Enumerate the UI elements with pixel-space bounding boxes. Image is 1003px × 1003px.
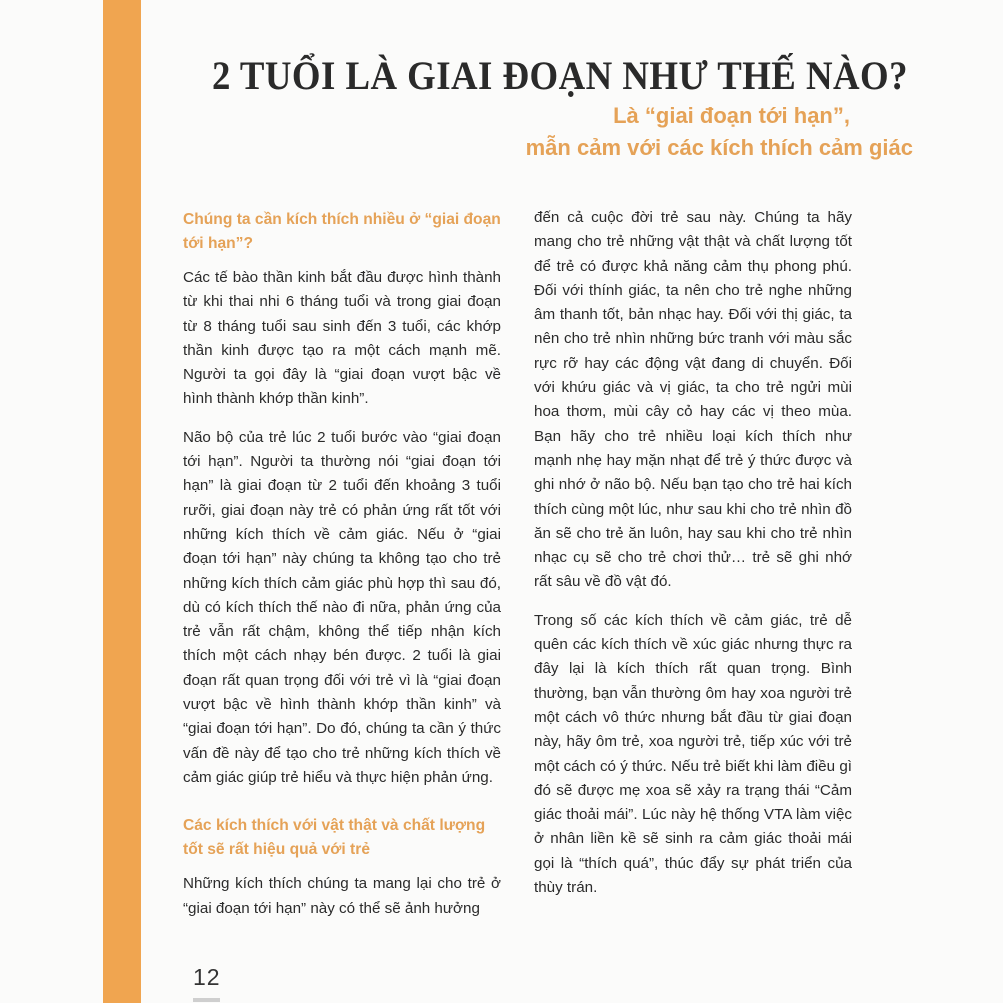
left-column (183, 208, 501, 935)
paragraph-neurons: Các tế bào thần kinh bắt đầu được hình thành từ khi thai nhi 6 tháng tuổi và trong giai đoạn từ 8 tháng tuổi sau sinh đến 3 tuổi, các khớp thần kinh được tạo ra một cách mạnh mẽ. Người ta gọi đây là “giai đoạn vượt bậc về hình thành khớp thần kinh”. (183, 269, 501, 408)
section-heading-critical-period: Chúng ta cần kích thích nhiều ở “giai đoạn tới hạn”? (183, 211, 501, 252)
right-column (534, 206, 852, 914)
paragraph-stimuli-continued: đến cả cuộc đời trẻ sau này. Chúng ta hãy mang cho trẻ những vật thật và chất lượng tốt để trẻ có được khả năng cảm thụ phong phú. Đối với thính giác, ta nên cho trẻ nghe những âm thanh tốt, bản nhạc hay. Đối với thị giác, ta nên cho trẻ nhìn những bức tranh với màu sắc rực rỡ hay các động vật đang di chuyển. Đối với khứu giác và vị giác, ta cho trẻ ngửi mùi hoa thơm, mùi cây cỏ hay các vị theo mùa. Bạn hãy cho trẻ nhiều loại kích thích như mạnh nhẹ hay mặn nhạt để trẻ ý thức được và ghi nhớ ở não bộ. Nếu bạn tạo cho trẻ hai kích thích cùng một lúc, như sau khi cho trẻ nhìn đồ ăn sẽ cho trẻ ăn luôn, hay sau khi cho trẻ nhìn nhạc cụ sẽ cho trẻ chơi thử… trẻ sẽ ghi nhớ rất sâu về đồ vật đó. (534, 209, 852, 591)
page-title: 2 TUỔI LÀ GIAI ĐOẠN NHƯ THẾ NÀO? (212, 53, 908, 98)
page-subtitle (200, 100, 920, 164)
page-number-underline (193, 998, 220, 1002)
paragraph-touch: Trong số các kích thích về cảm giác, trẻ dễ quên các kích thích về xúc giác nhưng thực ra đây lại là kích thích rất quan trọng. Bình thường, bạn vẫn thường ôm hay xoa người trẻ một cách vô thức nhưng bắt đầu từ giai đoạn này, hãy ôm trẻ, xoa người trẻ, tiếp xúc với trẻ một cách có ý thức. Nếu trẻ biết khi làm điều gì đó sẽ được mẹ xoa sẽ xảy ra trạng thái “Cảm giác thoải mái”. Lúc này hệ thống VTA làm việc ở nhân liền kề sẽ sinh ra cảm giác thoải mái gọi là “thích quá”, thúc đẩy sự phát triển của thùy trán. (534, 611, 852, 897)
page-number: 12 (193, 964, 221, 990)
orange-side-bar (103, 0, 141, 1003)
paragraph-stimuli-start: Những kích thích chúng ta mang lại cho trẻ ở “giai đoạn tới hạn” này có thể sẽ ảnh hưởng (183, 875, 501, 917)
paragraph-critical-period: Não bộ của trẻ lúc 2 tuổi bước vào “giai đoạn tới hạn”. Người ta thường nói “giai đoạn tới hạn” là giai đoạn từ 2 tuổi đến khoảng 3 tuổi rưỡi, giai đoạn này trẻ có phản ứng rất tốt với những kích thích về cảm giác. Nếu ở “giai đoạn tới hạn” này chúng ta không tạo cho trẻ những kích thích cảm giác phù hợp thì sau đó, dù có kích thích thế nào đi nữa, phản ứng của trẻ vẫn rất chậm, không thể tiếp nhận kích thích một cách nhạy bén được. 2 tuổi là giai đoạn rất quan trọng đối với trẻ vì là “giai đoạn vượt bậc về hình thành khớp thần kinh” và “giai đoạn tới hạn”. Do đó, chúng ta cần ý thức vấn đề này để tạo cho trẻ những kích thích về cảm giác giúp trẻ hiểu và thực hiện phản ứng. (183, 428, 501, 786)
subtitle-line-2: mẫn cảm với các kích thích cảm giác (525, 135, 913, 160)
section-heading-real-objects: Các kích thích với vật thật và chất lượng tốt sẽ rất hiệu quả với trẻ (183, 817, 486, 859)
subtitle-line-1: Là “giai đoạn tới hạn”, (613, 103, 850, 128)
